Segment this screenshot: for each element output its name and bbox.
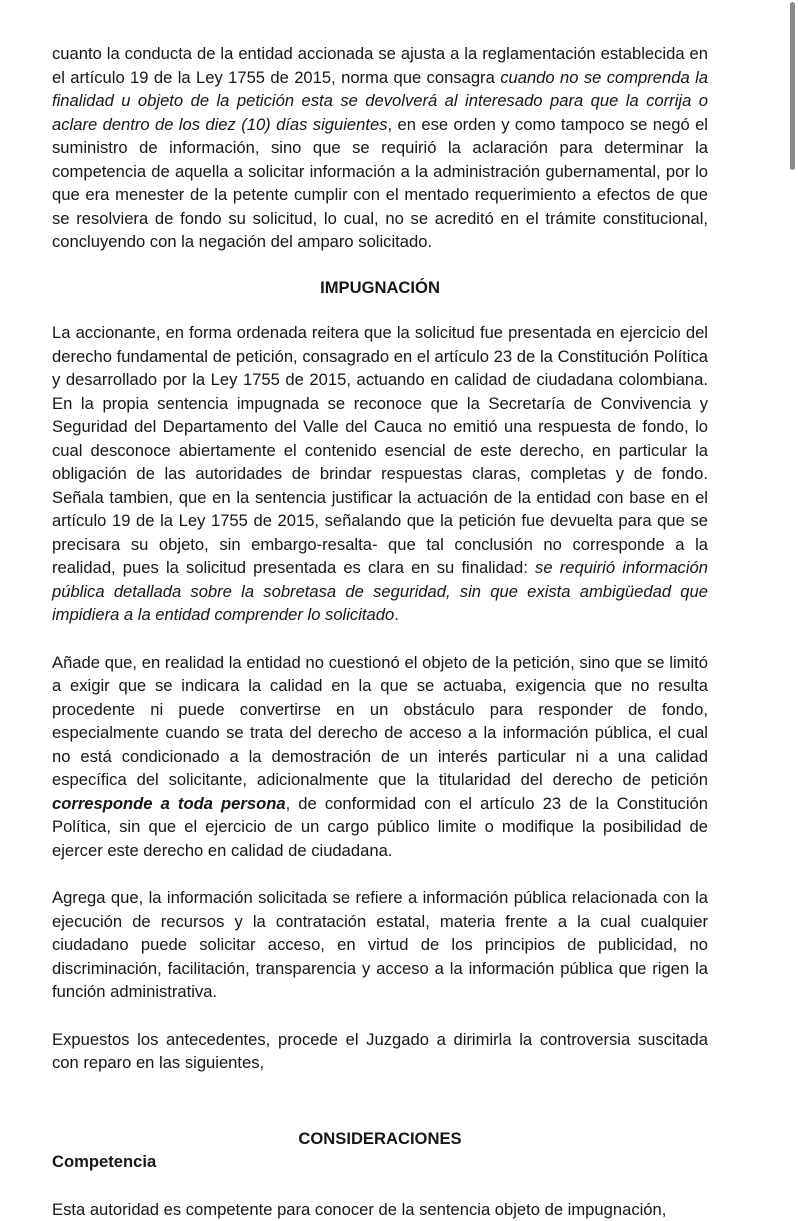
paragraph-text: . bbox=[394, 605, 399, 624]
italic-quote: se requirió información pública detallada sobre la sobretasa de seguridad, sin que exista ambigüedad que impidiera a la entidad comprender lo solicitado bbox=[52, 558, 708, 624]
heading-consideraciones: CONSIDERACIONES bbox=[52, 1127, 708, 1151]
heading-impugnacion: IMPUGNACIÓN bbox=[52, 276, 708, 300]
subheading-competencia: Competencia bbox=[52, 1150, 708, 1174]
scrollbar-thumb[interactable] bbox=[790, 2, 795, 170]
paragraph-background bbox=[52, 42, 708, 254]
paragraph-impugnacion bbox=[52, 321, 708, 627]
paragraph-text: , en ese orden y como tampoco se negó el suministro de información, sino que se requirió la aclaración para determinar la competencia de aquella a solicitar información a la administración gubernamental, por lo que era menester de la petente cumplir con el mentado requerimiento a efectos de que se resolviera de fondo su solicitud, lo cual, no se acreditó en el trámite constitucional, concluyendo con la negación del amparo solicitado. bbox=[52, 115, 708, 252]
paragraph-expuestos: Expuestos los antecedentes, procede el Juzgado a dirimirla la controversia suscitada con reparo en las siguientes, bbox=[52, 1028, 708, 1075]
vertical-scrollbar[interactable] bbox=[786, 0, 798, 1200]
paragraph-anade bbox=[52, 651, 708, 863]
paragraph-competencia: Esta autoridad es competente para conocer de la sentencia objeto de impugnación, bbox=[52, 1198, 708, 1221]
paragraph-text: Añade que, en realidad la entidad no cuestionó el objeto de la petición, sino que se limitó a exigir que se indicara la calidad en la que se actuaba, exigencia que no resulta procedente ni puede convertirse en un obstáculo para responder de fondo, especialmente cuando se trata del derecho de acceso a la información pública, el cual no está condicionado a la demostración de un interés particular ni a una calidad específica del solicitante, adicionalmente que la titularidad del derecho de petición bbox=[52, 653, 708, 790]
italic-quote: cuando no se comprenda la finalidad u objeto de la petición esta se devolverá al interesado para que la corrija o aclare dentro de los diez (10) días siguientes bbox=[52, 68, 708, 134]
paragraph-text: cuanto la conducta de la entidad accionada se ajusta a la reglamentación establecida en el artículo 19 de la Ley 1755 de 2015, norma que consagra bbox=[52, 44, 708, 87]
document-page bbox=[52, 42, 708, 1221]
bold-italic-emphasis: corresponde a toda persona bbox=[52, 794, 286, 813]
paragraph-text: , de conformidad con el artículo 23 de la Constitución Política, sin que el ejercicio de un cargo público limite o modifique la posibilidad de ejercer este derecho en calidad de ciudadana. bbox=[52, 794, 708, 860]
paragraph-text: La accionante, en forma ordenada reitera que la solicitud fue presentada en ejercicio del derecho fundamental de petición, consagrado en el artículo 23 de la Constitución Política y desarrollado por la Ley 1755 de 2015, actuando en calidad de ciudadana colombiana. En la propia sentencia impugnada se reconoce que la Secretaría de Convivencia y Seguridad del Departamento del Valle del Cauca no emitió una respuesta de fondo, lo cual desconoce abiertamente el contenido esencial de este derecho, en particular la obligación de las autoridades de brindar respuestas claras, completas y de fondo. Señala tambien, que en la sentencia justificar la actuación de la entidad con base en el artículo 19 de la Ley 1755 de 2015, señalando que la petición fue devuelta para que se precisara su objeto, sin embargo-resalta- que tal conclusión no corresponde a la realidad, pues la solicitud presentada es clara en su finalidad: bbox=[52, 323, 708, 577]
paragraph-agrega: Agrega que, la información solicitada se refiere a información pública relacionada con la ejecución de recursos y la contratación estatal, materia frente a la cual cualquier ciudadano puede solicitar acceso, en virtud de los principios de publicidad, no discriminación, facilitación, transparencia y acceso a la información pública que rigen la función administrativa. bbox=[52, 886, 708, 1004]
